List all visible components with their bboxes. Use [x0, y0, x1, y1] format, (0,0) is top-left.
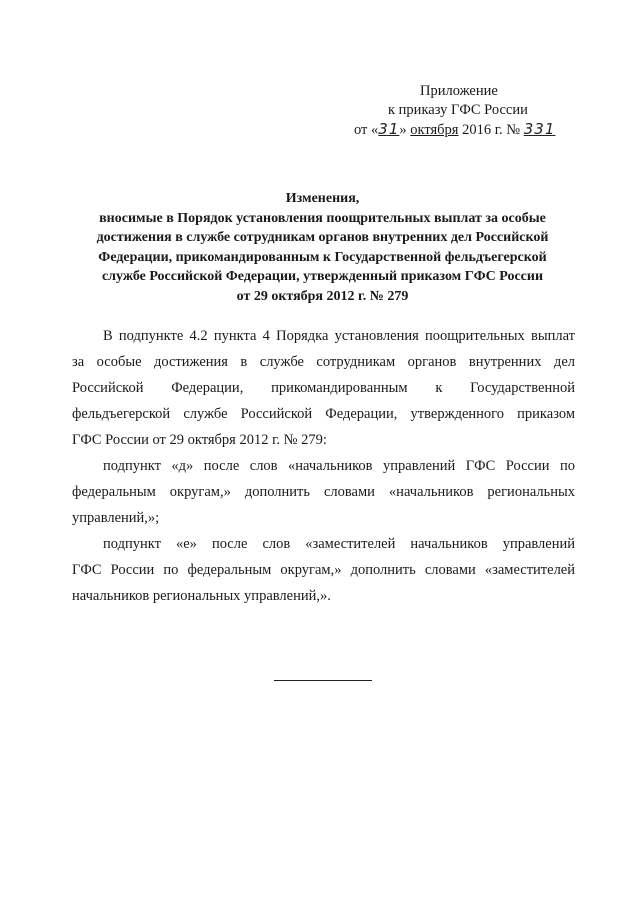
paragraph-line: фельдъегерской службе Российской Федерации, утвержденного приказом: [72, 406, 575, 422]
annex-label: Приложение: [420, 83, 498, 99]
paragraph-line: за особые достижения в службе сотрудникам органов внутренних дел: [72, 354, 575, 370]
annex-day-handwritten: 31: [378, 120, 400, 138]
paragraph-1: [72, 323, 575, 453]
paragraph-line: Российской Федерации, прикомандированным к Государственной: [72, 380, 575, 396]
annex-header: [300, 82, 590, 140]
title-line-4: Федерации, прикомандированным к Государственной фельдъегерской: [98, 249, 547, 265]
paragraph-line: федеральным округам,» дополнить словами «начальников региональных: [72, 484, 575, 500]
closing-divider: [274, 680, 372, 681]
annex-month: октября: [410, 122, 459, 138]
document-body: [72, 323, 575, 609]
title-line-3: достижения в службе сотрудникам органов внутренних дел Российской: [96, 230, 549, 245]
annex-date-mid: »: [399, 122, 411, 138]
annex-year: 2016 г. №: [458, 122, 524, 138]
title-line-5: службе Российской Федерации, утвержденный приказом ГФС России: [101, 269, 544, 284]
paragraph-2: [72, 453, 575, 531]
annex-number-handwritten: 331: [523, 120, 556, 138]
title-line-2: вносимые в Порядок установления поощрительных выплат за особые: [99, 210, 546, 226]
annex-order-ref: к приказу ГФС России: [388, 102, 528, 118]
paragraph-line: ГФС России от 29 октября 2012 г. № 279:: [72, 432, 327, 448]
document-title: [70, 189, 575, 306]
annex-date-prefix: от «: [354, 122, 379, 138]
title-line-1: Изменения,: [285, 191, 360, 206]
paragraph-line: управлений,»;: [72, 510, 160, 526]
title-line-6: от 29 октября 2012 г. № 279: [236, 288, 409, 304]
paragraph-3: [72, 531, 575, 609]
paragraph-line: В подпункте 4.2 пункта 4 Порядка установления поощрительных выплат: [103, 328, 575, 344]
annex-date-number: [300, 120, 590, 140]
paragraph-line: подпункт «д» после слов «начальников управлений ГФС России по: [103, 458, 575, 474]
paragraph-line: начальников региональных управлений,».: [72, 588, 331, 604]
paragraph-line: подпункт «е» после слов «заместителей начальников управлений: [103, 536, 575, 552]
paragraph-line: ГФС России по федеральным округам,» дополнить словами «заместителей: [72, 562, 575, 578]
